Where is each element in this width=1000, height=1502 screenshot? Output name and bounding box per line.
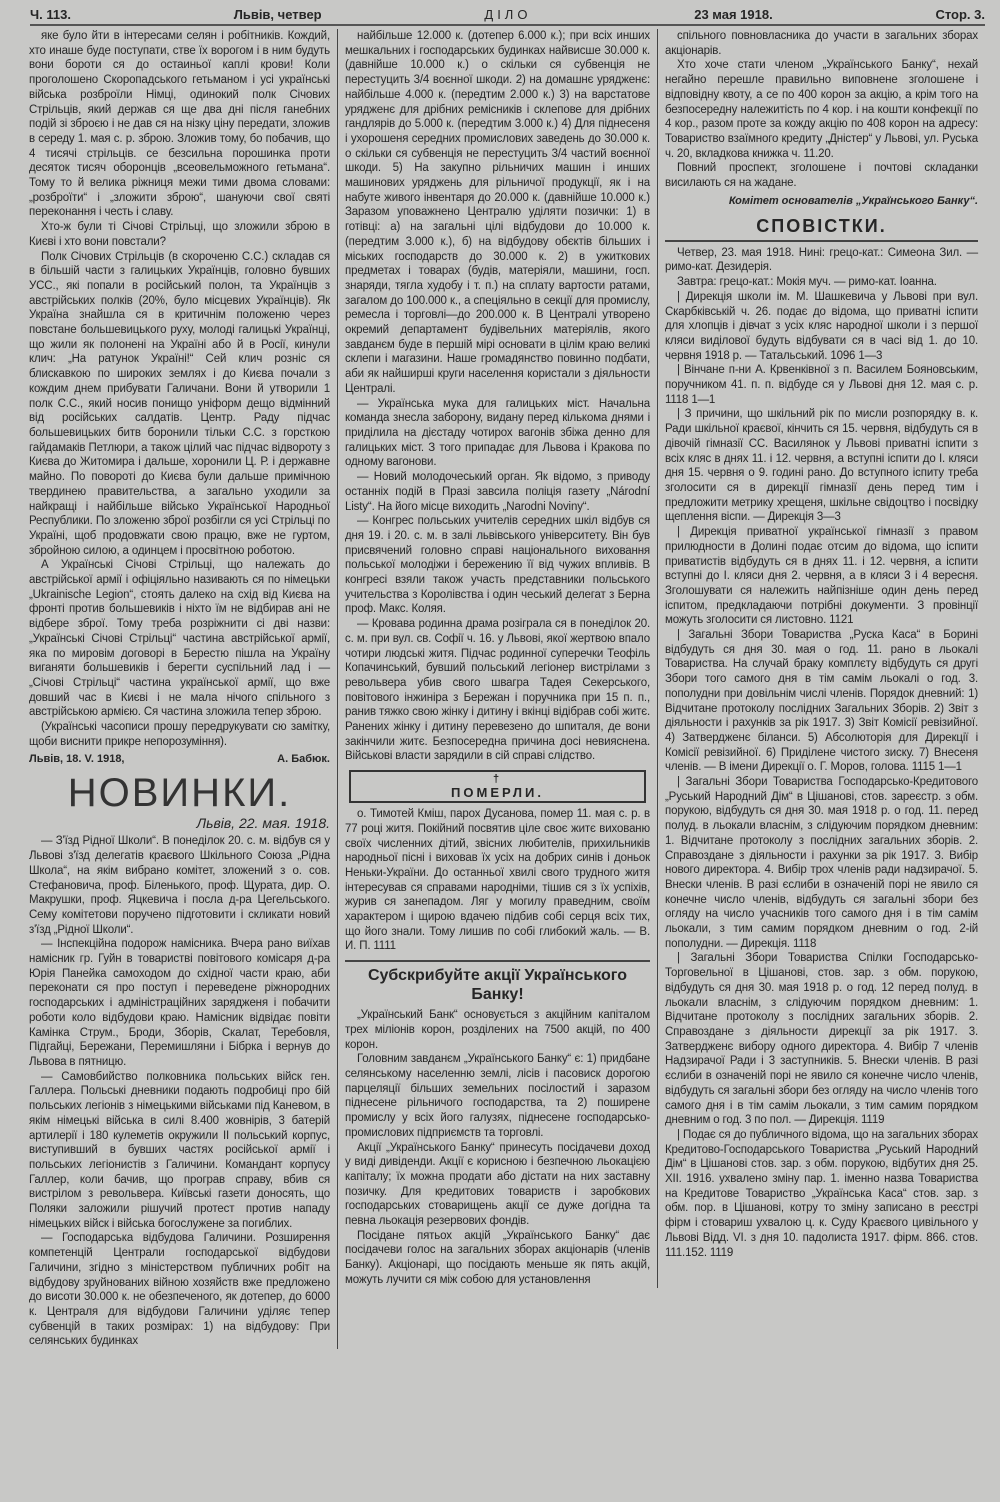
- obituary-heading-box: [349, 770, 646, 803]
- article-paragraph: | З причини, що шкільний рік по мисли розпорядку в. к. Ради шкільної краєвої, кінчить ся 15. червня, відбудуть ся в дівочій гімназії СС. Василянок у Львові приватні іспити з всіх кляс в днях 11. і 12. червня, а вступні іспити до I. кляси дня 15. червня о 9. годині рано. До вступного іспиту треба зголосити ся в дирекції гімназії день перед тим і предложити метрику хрещеня, шкільне свідоцтво і посвідку щеплення віспи. — Дирекція 3—3: [665, 408, 978, 524]
- issue-number: Ч. 113.: [30, 7, 71, 22]
- article-paragraph: Полк Січових Стрільців (в скороченю С.С.) складав ся в більшій части з галицьких Українців, головно бувших УСС., які попали в російський полон, та Українців з австрійських полків (20%, було місцевих Українців). Як Україна знайшла ся в критичнім положеню через повстане большевицького руху, молоді галицькі Українці, що жили як полонені на Україні або й в Росії, кинули клич: „На ратунок Україні!“ Сей клич розніс ся блискавкою по широких землях і до Києва почали з кождим днем прибувати Галичани. Вони й утворили 1 полк С.С., який носив понищо уніформ дещо відмінний від російських салдатів. Центр. Раду підчас большевицьких битв боронили тільки С.С. з горсткою гайдамаків Петлюри, а також цілий час підчас відвороту з Києва до Житомира і дальше, хоронили Ц. Р. і державне майно. По повороті до Києва були дальше примічною твердинею правительства, а загально уходили за найкращі і найбільше військо Української Народньої Республики. По зложеню зброї розбігли ся усі Стрільці по Україні, щоб продовжати свою працю, вже не гуртом, збройною силою, а одинцем і просвітною роботою.: [29, 250, 330, 557]
- article-paragraph: — З'їзд Рідної Школи“. В понеділок 20. с. м. відбув ся у Львові з'їзд делегатів краєвого Шкільного Союза „Рідна Школа“, на якім вибрано комітет, зложений з о. сов. Стефановича, проф. Біленького, проф. Щурата, дир. О. Макрушки, проф. Яцкевича і посла д-ра Цегельського. Сему комітетови поручено підготовити і скликати новий з'їзд „Рідної Школи“.: [29, 835, 330, 936]
- article-paragraph: Головним завданєм „Українського Банку“ є: 1) придбане селянському населенню землі, лісів і пасовиск дорогою парцеляції більших земельних посілостий і заразом піднесене рільничого господарства, та 2) поширене промислу у всіх його галузях, піднесене господарсько-промислових підприємств та торговлі.: [345, 1053, 650, 1139]
- article-paragraph: о. Тимотей Кміш, парох Дусанова, помер 11. мая с. р. в 77 році житя. Покійний посвятив ціле своє житє вихованю своїх численних дітий, звісних любителів, прихильників народньої пісні і виховав їх усіх на добрих синів і доньок Неньки-України. До останньої хвилі свого трудного житя інтересував ся справами народніми, тішив ся з їх успіхів, журив ся занепадом. Ляг у могилу праведним, своїм характером і щирою вдачею підбив собі серця всіх тих, що його знали. Тому лишив по собі глибокий жаль. — В. И. П. 1111: [345, 808, 650, 953]
- section-dateline: Львів, 22. мая. 1918.: [196, 815, 330, 832]
- ad-heading: Субскрибуйте акції Українського Банку!: [345, 960, 650, 1004]
- article-paragraph: | Дирекція школи ім. М. Шашкевича у Львові при вул. Скарбківській ч. 26. подає до відома, що приватні іспити для хлопців і дівчат з усіх кляс народної школи і з першої кляси виділової будуть відбувати ся в часі від 1. до 10. червня 1918 р. — Татальський. 1096 1—3: [665, 290, 978, 362]
- article-paragraph: — Українська мука для галицьких міст. Начальна команда знесла заборону, видану перед кількома днями і приділила на дієстаду чотирох вагонів збіжа денно для галицьких міст. З того припадає для Львова і Кракова по одному вагонови.: [345, 397, 650, 469]
- obituary-heading: ПОМЕРЛИ.: [451, 785, 544, 801]
- page-header: [30, 0, 985, 26]
- page-number: Стор. 3.: [935, 7, 985, 22]
- article-paragraph: Акції „Українського Банку“ принесуть посідачеви доход у виді дивіденди. Акції є корисною і безпечною льокацією капіталу; їх можна продати або дістати на них заставну позичку. Для кредитових товариств і заробкових господарських стоварищень акції се дуже догідна та певна льокація резервових фондів.: [345, 1141, 650, 1228]
- place-day: Львів, четвер: [233, 7, 322, 22]
- column-3: [658, 29, 985, 1260]
- issue-date: 23 мая 1918.: [694, 7, 773, 22]
- column-2: [338, 29, 658, 1288]
- article-paragraph: Посідане пятьох акцій „Українського Банку“ дає посідачеви голос на загальних зборах акціонарів (членів Банку). Акціонарі, що посідають меньше як пять акцій, можуть лучити ся між собою для установлення: [345, 1229, 650, 1286]
- article-paragraph: Хто хоче стати членом „Українського Банку“, нехай негайно перешле правильно виповнене зголошене і відповідну квоту, а се по 400 корон за акцію, а крім того на безпосередну належитість по 4 кор. і на кошти конфекції по 4 кор., разом проте за кожду акцію по 408 корон на адресу: Товариство взаїмного кредиту „Дністер“ у Львові, ул. Руська ч. 20, вкладкова книжка ч. 11.20.: [665, 59, 978, 160]
- article-paragraph: (Українські часописи прошу передрукувати сю замітку, щоби виснити прикре непорозуміння).: [29, 721, 330, 748]
- article-paragraph: найбільше 12.000 к. (дотепер 6.000 к.); при всіх инших мешкальних і господарських будинках найвисше 30.000 к. (давнійше 10.000 к.) о скільки ся субвенція не перестуцить 3/4 воєнної шкоди. 2) на домашнє урядженє: найбільше 4.000 к. (передтим 2.000 к.) 3) на варстатове урядженє для дрібних ремісників і склепове для дрібних гандлярів до 5.000 к. (передтим 3.000 к.) 4) Для піднесеня і ухорошеня середних промислових заведень до 30.000 к. о скільки ся субвенція не перестуцить 3/4 частий воєнної шкоди. 5) На закупно рільничих машин і инших машинових уряджень для рільничої продукції, як і на набуте живого інвентаря до 20.000 к. (давнійше 10.000 к.) Заразом уповажнено Централю уділяти позички: 1) в готівці: а) на загальні цілі відбудови до 10.000 к. (передтим 3.000 к.), б) на відбудову обєктів більших і міських господарств до 30.000 к. 2) в ужиткових предметах і товарах (будів, матеріяли, машини, госп. знаряди, тягла худобу і т. п.) на сплату вартости ратами, загалом до 100.000 к., а спеціяльно в секції для промислу, ремесла і торговлі—до 200.000 к. В Централі утворено окремий департамент будівельних матеріялів, якого завданєм буде в першій мірі основати в цілім краю великі склепи і магазини. Наше громадянство повинно подбати, аби як найширші круги населення користали з діяльности Централі.: [345, 30, 650, 395]
- article-paragraph: | Вінчане п-ни А. Крвенківної з п. Василем Бояновським, поручником 41. п. п. відбуде ся у Львові дня 12. мая с. р. 1118 1—1: [665, 364, 978, 406]
- article-paragraph: яке було йти в інтересами селян і робітників. Кождий, хто инаше буде поступати, стве їх ворогом і в ним будуть вони бороти ся до остаиньої каплі крови! Коли проголошено Скоропадського гетьманом і усі українські війська розброїли Німці, одинокий полк Січових Стрільців, який держав ся ще два дні після ганебних подій зі зброєю і не дав ся на нізку ціну передати, зложив в середу 1. мая с. р. зброю. Зложив тому, бо побачив, що 4 тисячі стрільців. се безсильна порошинка проти десяток тисяч оборонців „всеовельможного гетьмана“. Тому то й велика ріжниця межи тими двома словами: „розброїти“ і „зложити зброю“, шануючи свої святі переконання і честь і славу.: [29, 30, 330, 219]
- signature-place-date: Львів, 18. V. 1918,: [29, 753, 125, 766]
- article-paragraph: — Новий молодочеський орган. Як відомо, з приводу останніх подій в Празі завсила поліція газету „Národní Listy“. На його місце виходить „Narodni Noviny“.: [345, 471, 650, 513]
- article-paragraph: — Господарська відбудова Галичини. Розширення компетенцій Централи господарської відбудови Галичини, згідно з міністерством публичних робіт на відбудову зруйнованих війною хозяйств вже предложено до висоти 30.000 к. не обезпеченого, як дотепер, до 6000 к. Централя для відбудови Галичини уділяє тепер субвенцій в таких розмірах: 1) на відбудову: При селянських будинках: [29, 1232, 330, 1348]
- article-paragraph: Повний проспект, зголошене і почтові складанки висилають ся на жадане.: [665, 162, 978, 190]
- newspaper-columns: [22, 29, 985, 1349]
- article-paragraph: „Український Банк“ основується з акційним капіталом трех міліонів корон, розділених на 7500 акцій, по 400 корон.: [345, 1009, 650, 1051]
- section-heading: СПОВІСТКИ.: [665, 216, 978, 242]
- article-paragraph: — Самовбийство полковника польських війск ген. Галлера. Польські дневники подають подробиці про бій польських легіонів з німецькими військами під Каневом, в якім німецькі війська в силі 8.400 жовнірів, 3 батерій артилерії і 180 кулеметів окружили II польський корпус, виступивший в бувших частях російської армії і польських легіонистів з Галичини. Командант корпусу Галлер, коли бачив, що програв справу, вбив ся вистрілом з револьвера. Київські газети доносять, що Поляки заложили рішучий протест против нападу німецьких війск і війська богослужене за погиблих.: [29, 1070, 330, 1230]
- article-paragraph: А Українські Січові Стрільці, що належать до австрійської армії і офіціяльно називають ся по німецьки „Ukrainische Legion“, стоять далеко на схід від Києва на фронті против большевиків і ніхто їм не відбирав ані не відбере зброї. Тому треба розріжнити сі дві назви: „Українські Січові Стрільці“ частина австрійської армії, яка по мировім договорі в Берестю пішла на Україну виганяти большевиків і берегти суспільний лад і — „Січові Стрільці“ частина української армії, що вже довший час в Києві і не мала нічого спільного з австрійською армією. Ся частина зложила тепер зброю.: [29, 559, 330, 719]
- article-paragraph: | Дирекція приватної української гімназії з правом прилюдности в Долині подає отсим до відома, що іспити приватистів відбудуть ся в днях 11. і 12. червня, а іспити вступні до I. кляси дня 2. червня, а в кляси 3 і 4 вересня. Зголошувати ся належить найпізніше один день перед іспитом, предкладаючи потрібні документи. З провінції можуть зголосити ся листовно. 1121: [665, 526, 978, 627]
- cross-icon: †: [492, 773, 503, 786]
- article-paragraph: спільного повновласника до участи в загальних зборах акціонарів.: [665, 30, 978, 57]
- article-paragraph: — Кровава родинна драма розіграла ся в понеділок 20. с. м. при вул. св. Софії ч. 16. у Львові, якої жертвою впало чотири людські житя. Підчас родинної суперечки Теофіль Копачинський, бувший польський легіонер вистрілами з револьвера убив свого швагра Тадея Секерського, повітового інжиніра з Бережан і поручника при 15 п. п., ранив тяжко свою жінку і дитину і вкінці відібрав собі житє. Ранених жінку і дитину перевезено до шпиталя, де вони закінчили житє. Безпосередна причина досі невияснена. Військові власти зарядили в сій справі слідство.: [345, 618, 650, 763]
- article-signature: [29, 753, 330, 765]
- signature-note: Комітет основателів „Українського Банку“.: [728, 194, 978, 207]
- newspaper-title: ДІЛО: [484, 7, 532, 22]
- article-paragraph: | Загальні Збори Товариства Господарсько-Кредитового „Руський Народний Дім“ в Цішанові, стов. зареєстр. з обм. порукою, відбудуть ся дня 30. мая 1918 р. о год. 11. перед полуд. в льокали власнім, з слідуючим порядком дневним: 1. Відчитане протоколу з послідних загальних зборів. 2. Справоздане з діяльности і рахунки за рік 1917. 3. Вибір нового директора. 4. Вибір трох членів ради надзирачої. 5. Внески членів. В разі єслиби в означеній порі не явило ся конечне число членів, відбудуть ся загальні збори без огляду на число учасників того самого дня і в тім самім льокали, з тим самим порядком дневним о год. 2-ій пополудни. — Дирекція. 1118: [665, 776, 978, 950]
- section-heading: НОВИНКИ.: [67, 771, 292, 816]
- article-paragraph: — Конгрес польських учителів середних шкіл відбув ся дня 19. і 20. с. м. в залі львівського університету. Він був присвячений головно справі національного виховання польської молодіжи і бережению її від чужих впливів. В конгресі взяли також участь представники польського учительства з Королівства і один чеський делегат з Берна проф. Макс. Коляя.: [345, 515, 650, 616]
- article-paragraph: Хто-ж були ті Січові Стрільці, що зложили зброю в Києві і хто вони повстали?: [29, 221, 330, 248]
- article-paragraph: | Загальні Збори Товариства „Руска Каса“ в Борині відбудуть ся дня 30. мая о год. 11. рано в льокалі Товариства. На случай браку комплєту відбудуть ся другі Збори того самого дня в тім самім льокалі о год. 3. пополудни при довільнім числі членів. Порядок дневний: 1) Відчитане протоколу послідних Загальних Зборів. 2) Звіт з діяльности і рахунків за рік 1917. 3) Звіт Комісії ревізийної. 4) Затвердженє біланси. 5) Абсолюторія для Дирекції і Комісії ревізийної. 6) Приділене чистого зиску. 7) Внесеня членів. — В імени Дирекції о. Г. Моров, голова. 1115 1—1: [665, 629, 978, 774]
- signature-author: А. Бабюк.: [277, 753, 330, 766]
- article-paragraph: Четвер, 23. мая 1918. Нині: грецо-кат.: Симеона Зил. — римо-кат. Дезидерія.: [665, 246, 978, 274]
- article-paragraph: — Інспекційна подорож намісника. Вчера рано виїхав намісник гр. Гуйн в товаристві повітового комісаря д-ра Юрія Панейка самоходом до східної части краю, аби переконати ся про поступ і переведене ріжнородних господарських і адміністраційних зарядженя і побачити роботи коло відбудови краю. Намісник відвідає повіти Камінка Струм., Броди, Зборів, Скалат, Теребовля, Підгайці, Бережани, Перемишляни і Бібрка і вернув до Львова в пятницю.: [29, 938, 330, 1068]
- article-paragraph: | Подає ся до публичного відома, що на загальних зборах Кредитово-Господарського Товариства „Руський Народний Дім“ в Цішанові стов. зар. з обм. порукою, відбутих дня 25. XII. 1916. ухвалено зміну пар. 1. іменно назва Товариства на Кредитове Товариство „Українська Каса“ стов. зар. з обм. пор. в Цішанові, котру то зміну записано в реєстрі фірм і стовариш ухвалою ц. к. Суду Краєвого цивільного у Львові Відд. VI. з дня 10. падолиста 1917. фірм. 866. стов. 111.152. 1119: [665, 1128, 978, 1259]
- column-1: [22, 29, 338, 1349]
- article-paragraph: Завтра: грецо-кат.: Мокія муч. — римо-кат. Іоанна.: [677, 276, 937, 289]
- article-paragraph: | Загальні Збори Товариства Спілки Господарсько-Торговельної в Цішанові, стов. зар. з обм. порукою, відбудуть ся дня 30. мая 1918 р. о год. 12 перед полуд. в льокали власнім, з слідуючим порядком дневним: 1. Відчитане протоколу з послідних загальних зборів. 2. Справоздане з діяльности дирекції за рік 1917. 3. Затвердженє вибору одного директора. 4. Вибір 7 членів Надзирачої Ради і 3 заступників. 5. Внески членів. В разі єслиби в означеній порі не явило ся конечне число членів, відбудуть ся загальні збори без огляду на число членів того самого дня і в тім самім льокали, з тим самим порядком дневним о год. 3 по пол. — Дирекція. 1119: [665, 952, 978, 1127]
